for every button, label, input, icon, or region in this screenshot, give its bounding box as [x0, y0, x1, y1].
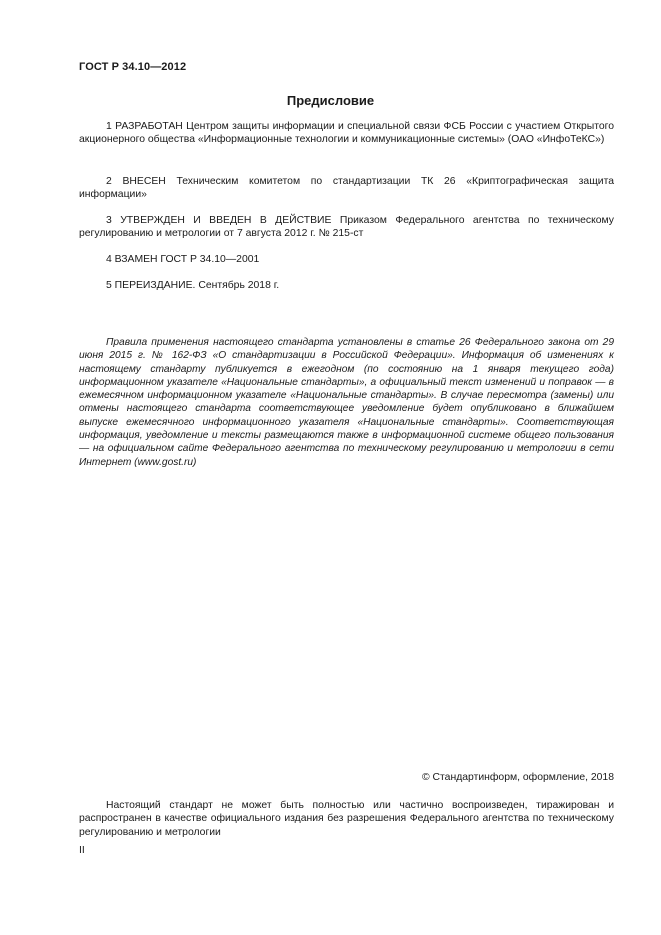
copyright-line: © Стандартинформ, оформление, 2018: [421, 772, 614, 783]
page-number: II: [79, 845, 85, 856]
standard-header: ГОСТ Р 34.10—2012: [79, 61, 187, 73]
paragraph-developed-by: 1 РАЗРАБОТАН Центром защиты информации и специальной связи ФСБ России с участием Открытого акционерного общества «Информационные технологии и коммуникационные системы» (ОАО «ИнфоТеКС»): [79, 121, 614, 146]
application-rules-notice: Правила применения настоящего стандарта установлены в статье 26 Федерального закона от 29 июня 2015 г. № 162-ФЗ «О стандартизации в Российской Федерации». Информация об изменениях к настоящему стандарту публикуется в ежегодном (по состоянию на 1 января текущего года) информационном указателе «Национальные стандарты», а официальный текст изменений и поправок — в ежемесячном информационном указателе «Национальные стандарты». В случае пересмотра (замены) или отмены настоящего стандарта соответствующее уведомление будет опубликовано в ближайшем выпуске ежемесячного информационного указателя «Национальные стандарты». Соответствующая информация, уведомление и тексты размещаются также в информационной системе общего пользования — на официальном сайте Федерального агентства по техническому регулированию и метрологии в сети Интернет (www.gost.ru): [79, 337, 614, 468]
page-title: Предисловие: [286, 93, 375, 108]
reprint-restriction-notice: Настоящий стандарт не может быть полностью или частично воспроизведен, тиражирован и распространен в качестве официального издания без разрешения Федерального агентства по техническому регулированию и метрологии: [79, 800, 614, 838]
paragraph-reissue: 5 ПЕРЕИЗДАНИЕ. Сентябрь 2018 г.: [106, 280, 280, 291]
paragraph-introduced-by: 2 ВНЕСЕН Техническим комитетом по стандартизации ТК 26 «Криптографическая защита информации»: [79, 176, 614, 201]
paragraph-approved: 3 УТВЕРЖДЕН И ВВЕДЕН В ДЕЙСТВИЕ Приказом Федерального агентства по техническому регулированию и метрологии от 7 августа 2012 г. № 215-ст: [79, 215, 614, 240]
paragraph-replaces: 4 ВЗАМЕН ГОСТ Р 34.10—2001: [106, 254, 260, 265]
